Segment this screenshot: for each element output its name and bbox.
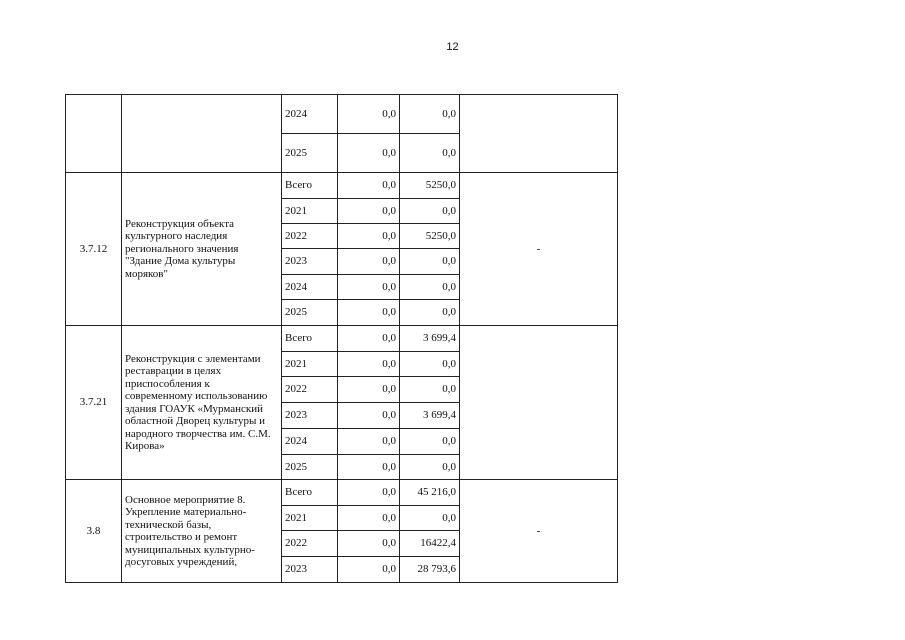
item-code: 3.7.12 — [66, 173, 122, 326]
year-cell: 2023 — [282, 403, 338, 429]
funding-table — [65, 94, 618, 583]
year-cell: 2023 — [282, 249, 338, 275]
value-a-cell: 0,0 — [338, 249, 400, 275]
funding-table-body — [66, 95, 618, 583]
year-cell: 2025 — [282, 455, 338, 480]
year-cell: 2021 — [282, 352, 338, 377]
item-note — [460, 326, 618, 480]
table-row — [66, 480, 618, 506]
item-description: Реконструкция объекта культурного наследия регионального значения "Здание Дома культуры моряков" — [122, 173, 282, 326]
value-a-cell: 0,0 — [338, 275, 400, 300]
year-cell: Всего — [282, 173, 338, 199]
year-cell: 2021 — [282, 199, 338, 224]
value-a-cell: 0,0 — [338, 480, 400, 506]
year-cell: 2022 — [282, 224, 338, 249]
year-cell: 2022 — [282, 377, 338, 403]
value-a-cell: 0,0 — [338, 326, 400, 352]
year-cell: 2025 — [282, 300, 338, 326]
item-description: Основное мероприятие 8. Укрепление материально-технической базы, строительство и ремонт муниципальных культурно-досуговых учреждений, — [122, 480, 282, 583]
value-b-cell: 0,0 — [400, 199, 460, 224]
value-a-cell: 0,0 — [338, 557, 400, 583]
value-a-cell: 0,0 — [338, 199, 400, 224]
value-a-cell: 0,0 — [338, 377, 400, 403]
year-cell: 2023 — [282, 557, 338, 583]
table-row — [66, 95, 618, 134]
value-b-cell: 3 699,4 — [400, 326, 460, 352]
value-b-cell: 0,0 — [400, 134, 460, 173]
value-b-cell: 0,0 — [400, 455, 460, 480]
value-a-cell: 0,0 — [338, 506, 400, 531]
value-a-cell: 0,0 — [338, 300, 400, 326]
item-code: 3.7.21 — [66, 326, 122, 480]
value-b-cell: 28 793,6 — [400, 557, 460, 583]
value-a-cell: 0,0 — [338, 173, 400, 199]
value-a-cell: 0,0 — [338, 224, 400, 249]
value-a-cell: 0,0 — [338, 134, 400, 173]
year-cell: 2022 — [282, 531, 338, 557]
value-b-cell: 0,0 — [400, 429, 460, 455]
value-b-cell: 16422,4 — [400, 531, 460, 557]
year-cell: 2024 — [282, 429, 338, 455]
value-b-cell: 0,0 — [400, 95, 460, 134]
value-b-cell: 0,0 — [400, 300, 460, 326]
value-b-cell: 45 216,0 — [400, 480, 460, 506]
table-row — [66, 173, 618, 199]
value-b-cell: 0,0 — [400, 249, 460, 275]
value-b-cell: 0,0 — [400, 377, 460, 403]
value-b-cell: 5250,0 — [400, 224, 460, 249]
value-a-cell: 0,0 — [338, 455, 400, 480]
value-b-cell: 0,0 — [400, 506, 460, 531]
item-code — [66, 95, 122, 173]
value-a-cell: 0,0 — [338, 429, 400, 455]
value-a-cell: 0,0 — [338, 403, 400, 429]
value-b-cell: 0,0 — [400, 275, 460, 300]
page-number: 12 — [446, 41, 459, 53]
value-b-cell: 0,0 — [400, 352, 460, 377]
year-cell: 2021 — [282, 506, 338, 531]
item-note: - — [460, 480, 618, 583]
value-b-cell: 3 699,4 — [400, 403, 460, 429]
item-note — [460, 95, 618, 173]
year-cell: 2024 — [282, 275, 338, 300]
table-row — [66, 326, 618, 352]
value-a-cell: 0,0 — [338, 531, 400, 557]
item-note: - — [460, 173, 618, 326]
year-cell: Всего — [282, 480, 338, 506]
value-b-cell: 5250,0 — [400, 173, 460, 199]
item-description — [122, 95, 282, 173]
year-cell: 2025 — [282, 134, 338, 173]
item-code: 3.8 — [66, 480, 122, 583]
year-cell: 2024 — [282, 95, 338, 134]
value-a-cell: 0,0 — [338, 95, 400, 134]
year-cell: Всего — [282, 326, 338, 352]
value-a-cell: 0,0 — [338, 352, 400, 377]
item-description: Реконструкция с элементами реставрации в целях приспособления к современному использованию здания ГОАУК «Мурманский областной Дворец культуры и народного творчества им. С.М. Кирова» — [122, 326, 282, 480]
